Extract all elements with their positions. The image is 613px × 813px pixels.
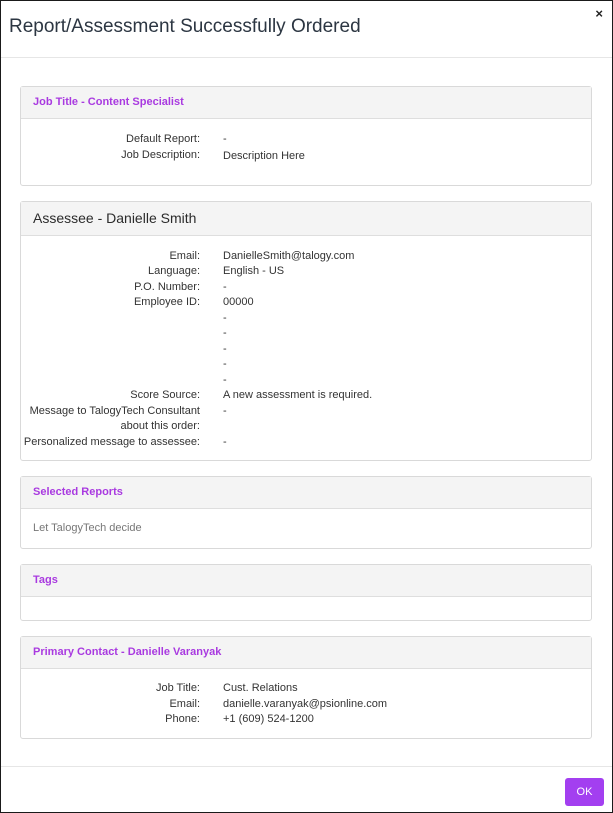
field-value: - xyxy=(223,133,227,145)
selected-reports-text: Let TalogyTech decide xyxy=(33,522,142,534)
field-value: Cust. Relations xyxy=(223,682,298,694)
job-field-row xyxy=(21,148,591,163)
ok-button[interactable]: OK xyxy=(565,778,604,806)
assessee-field-row xyxy=(21,357,591,372)
field-label: Score Source: xyxy=(130,389,200,401)
selected-reports-panel xyxy=(20,476,592,549)
field-label: Personalized message to assessee: xyxy=(23,436,200,448)
field-label: P.O. Number: xyxy=(134,281,200,293)
field-value: DanielleSmith@talogy.com xyxy=(223,250,355,262)
field-label: Job Title: xyxy=(155,682,200,694)
field-label: Language: xyxy=(148,265,200,277)
field-value: - xyxy=(223,358,227,370)
primary-contact-panel xyxy=(20,636,592,739)
assessee-field-row xyxy=(21,404,591,419)
close-icon[interactable]: × xyxy=(595,6,603,21)
field-label: Email: xyxy=(169,250,200,262)
tags-header: Tags xyxy=(21,565,591,597)
dialog-title: Report/Assessment Successfully Ordered xyxy=(9,16,361,37)
field-value: - xyxy=(223,374,227,386)
primary-contact-header: Primary Contact - Danielle Varanyak xyxy=(21,637,591,669)
job-panel-header: Job Title - Content Specialist xyxy=(21,87,591,119)
field-label: Email: xyxy=(169,698,200,710)
assessee-field-row xyxy=(21,373,591,388)
contact-field-row xyxy=(21,697,591,712)
job-field-row xyxy=(21,132,591,147)
assessee-field-row xyxy=(21,280,591,295)
contact-field-row xyxy=(21,712,591,727)
field-value: English - US xyxy=(223,265,285,277)
assessee-field-row xyxy=(21,435,591,450)
assessee-field-row xyxy=(21,249,591,264)
field-value: +1 (609) 524-1200 xyxy=(223,713,314,725)
field-label: Phone: xyxy=(165,713,200,725)
field-value: - xyxy=(223,343,227,355)
field-label: Employee ID: xyxy=(133,296,200,308)
dialog-header xyxy=(1,1,612,58)
field-label: about this order: xyxy=(120,420,200,432)
assessee-field-row xyxy=(21,311,591,326)
field-value: - xyxy=(223,281,227,293)
assessee-panel xyxy=(20,201,592,461)
field-value: danielle.varanyak@psionline.com xyxy=(223,698,388,710)
assessee-field-row xyxy=(21,388,591,403)
field-label: Job Description: xyxy=(121,149,200,161)
assessee-panel-header: Assessee - Danielle Smith xyxy=(21,202,591,236)
tags-panel xyxy=(20,564,592,621)
footer-divider xyxy=(1,766,612,767)
assessee-field-row xyxy=(21,326,591,341)
assessee-field-row xyxy=(21,419,591,434)
selected-reports-row xyxy=(21,521,591,536)
assessee-field-row xyxy=(21,295,591,310)
job-panel xyxy=(20,86,592,186)
field-value: Description Here xyxy=(223,150,305,162)
selected-reports-header: Selected Reports xyxy=(21,477,591,509)
field-label: Message to TalogyTech Consultant xyxy=(29,405,200,417)
field-value: - xyxy=(223,312,227,324)
field-value: A new assessment is required. xyxy=(223,389,373,401)
assessee-field-row xyxy=(21,264,591,279)
field-value: 00000 xyxy=(223,296,254,308)
field-value: - xyxy=(223,327,227,339)
contact-field-row xyxy=(21,681,591,696)
field-value: - xyxy=(223,436,227,448)
field-label: Default Report: xyxy=(126,133,200,145)
assessee-field-row xyxy=(21,342,591,357)
field-value: - xyxy=(223,405,227,417)
